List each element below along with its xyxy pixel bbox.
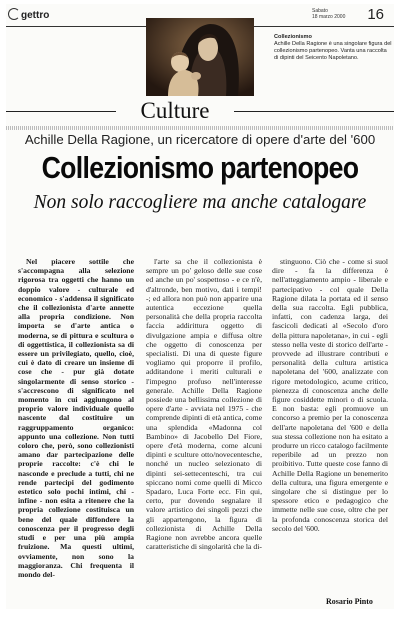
column-2-text: l'arte sa che il collezionista è sempre un po' geloso delle sue cose ed anche un po' sospettoso - e ce n'è, d'altronde, ben motivo, dati i tempi! -; ed allora non può non apparire una autentica eccezione quella personalità che della propria raccolta faccia addirittura oggetto di divulgazione ampia e diffusa oltre che oggetto di conoscenza per specialisti. Di una di queste figure vogliamo qui proporre il profilo, additandone i meriti culturali e l'impegno profuso nell'interesse generale. Achille Della Ragione possiede una bellissima collezione di opere d'arte - avviata nel 1975 - che comprende dipinti di età antica, come una splendida «Madonna col Bambino» di Jacobello Del Fiore, opere d'età moderna, come alcuni dipinti e sculture otto/novecentesche, nonché un nucleo selezionato di dipinti sei-settecenteschi, tra cui spiccano nomi come quelli di Micco Spadaro, Luca Forte ecc. Fin qui, certo, pur dovendo segnalare il valore artistico dei singoli pezzi che gli appartengono, la figura di collezionista di Achille Della Ragione non avrebbe ancora quelle caratteristiche di singolarità che la di- bbox=[146, 257, 262, 552]
article-subhead: Non solo raccogliere ma anche catalogare bbox=[33, 192, 367, 213]
masthead-rule-right bbox=[254, 26, 394, 27]
column-3-text: stinguono. Ciò che - come si suol dire - fa la differenza è nell'atteggiamento ampio - liberale e partecipativo - col quale Della Ragione dilata la portata ed il senso della sua raccolta. Egli pubblica, infatti, con cadenza larga, dei fascicoli dedicati al «Secolo d'oro della pittura napoletana», in cui - egli stesso nella veste di storico dell'arte - provvede ad illustrare contributi e personalità della cultura artistica napoletana del '600, analizzate con rigore metodologico, acume critico, pienezza di conoscenza anche delle figure cosiddette minori o di scuola. E non basta: egli promuove un concorso a premio per la conoscenza dell'arte napoletana del '600 e della sua stessa collezione non ha esitato a produrre un ricco catalogo facilmente reperibile ad un prezzo non proibitivo. Tutte queste cose fanno di Achille Della Ragione un benemerito della cultura, una figura emergente e singolare che si distingue per lo spessore etico e pedagogico che immette nelle sue cose, oltre che per la profonda conoscenza storica del secolo del '600. bbox=[272, 257, 388, 533]
issue-date bbox=[312, 8, 345, 20]
article-kicker: Achille Della Ragione, un ricercatore di opere d'arte del '600 bbox=[24, 132, 376, 147]
newspaper-logo bbox=[8, 8, 49, 21]
caption-text: Achille Della Ragione è una singolare figura del collezionismo partenopeo. Vanta una raccolta di dipinti del Seicento Napoletano. bbox=[274, 41, 392, 61]
caption-title: Collezionismo bbox=[274, 34, 312, 40]
logo-swirl-icon bbox=[8, 8, 20, 20]
section-label: Culture bbox=[116, 98, 234, 124]
article-headline: Collezionismo partenopeo bbox=[41, 150, 359, 185]
painting-illustration bbox=[146, 18, 254, 96]
issue-day: Sabato bbox=[312, 8, 328, 14]
section-band bbox=[6, 98, 394, 126]
newspaper-page bbox=[6, 4, 394, 609]
madonna-painting-image bbox=[146, 18, 254, 96]
photo-caption bbox=[274, 34, 392, 62]
article-column-2 bbox=[146, 257, 262, 552]
decorative-strip bbox=[6, 126, 394, 130]
column-1-text: Nel piacere sottile che s'accompagna alla selezione rigorosa tra oggetti che hanno un doppio valore - culturale ed economico - s'addensa il significato che il collezionista d'arte annette alla propria condizione. Non importa se d'arte antica o moderna, se di pittura e scultura o di oggettistica, il collezionista sa di essere un privilegiato, quello, cioè, cui è dato di creare un insieme di cose che - pur già dotate singolarmente di senso storico - s'accrescono di significato nel momento in cui aggiungono al proprio valore individuale quello nascente dal costituire un raggruppamento organico: appunto una collezione. Non tutti coloro che, però, sono collezionisti amano dar partecipazione delle proprie raccolte: c'è chi le nasconde e preclude a tutti, chi ne rende partecipi del godimento estetico solo pochi intimi, chi - infine - non esita a ritenere che la propria collezione costituisca un bene del quale diffondere la conoscenza per il progresso degli studi e per una più ampia fruizione. Ma questi ultimi, ovviamente, non sono la maggioranza. Chi frequenta il mondo del- bbox=[18, 257, 134, 579]
issue-full-date: 18 marzo 2000 bbox=[312, 14, 346, 20]
page-number: 16 bbox=[367, 6, 384, 23]
masthead-rule-left bbox=[6, 26, 146, 27]
article-byline: Rosario Pinto bbox=[326, 597, 373, 606]
article-column-1 bbox=[18, 257, 134, 579]
article-column-3 bbox=[272, 257, 388, 533]
logo-text: gettro bbox=[21, 10, 50, 21]
